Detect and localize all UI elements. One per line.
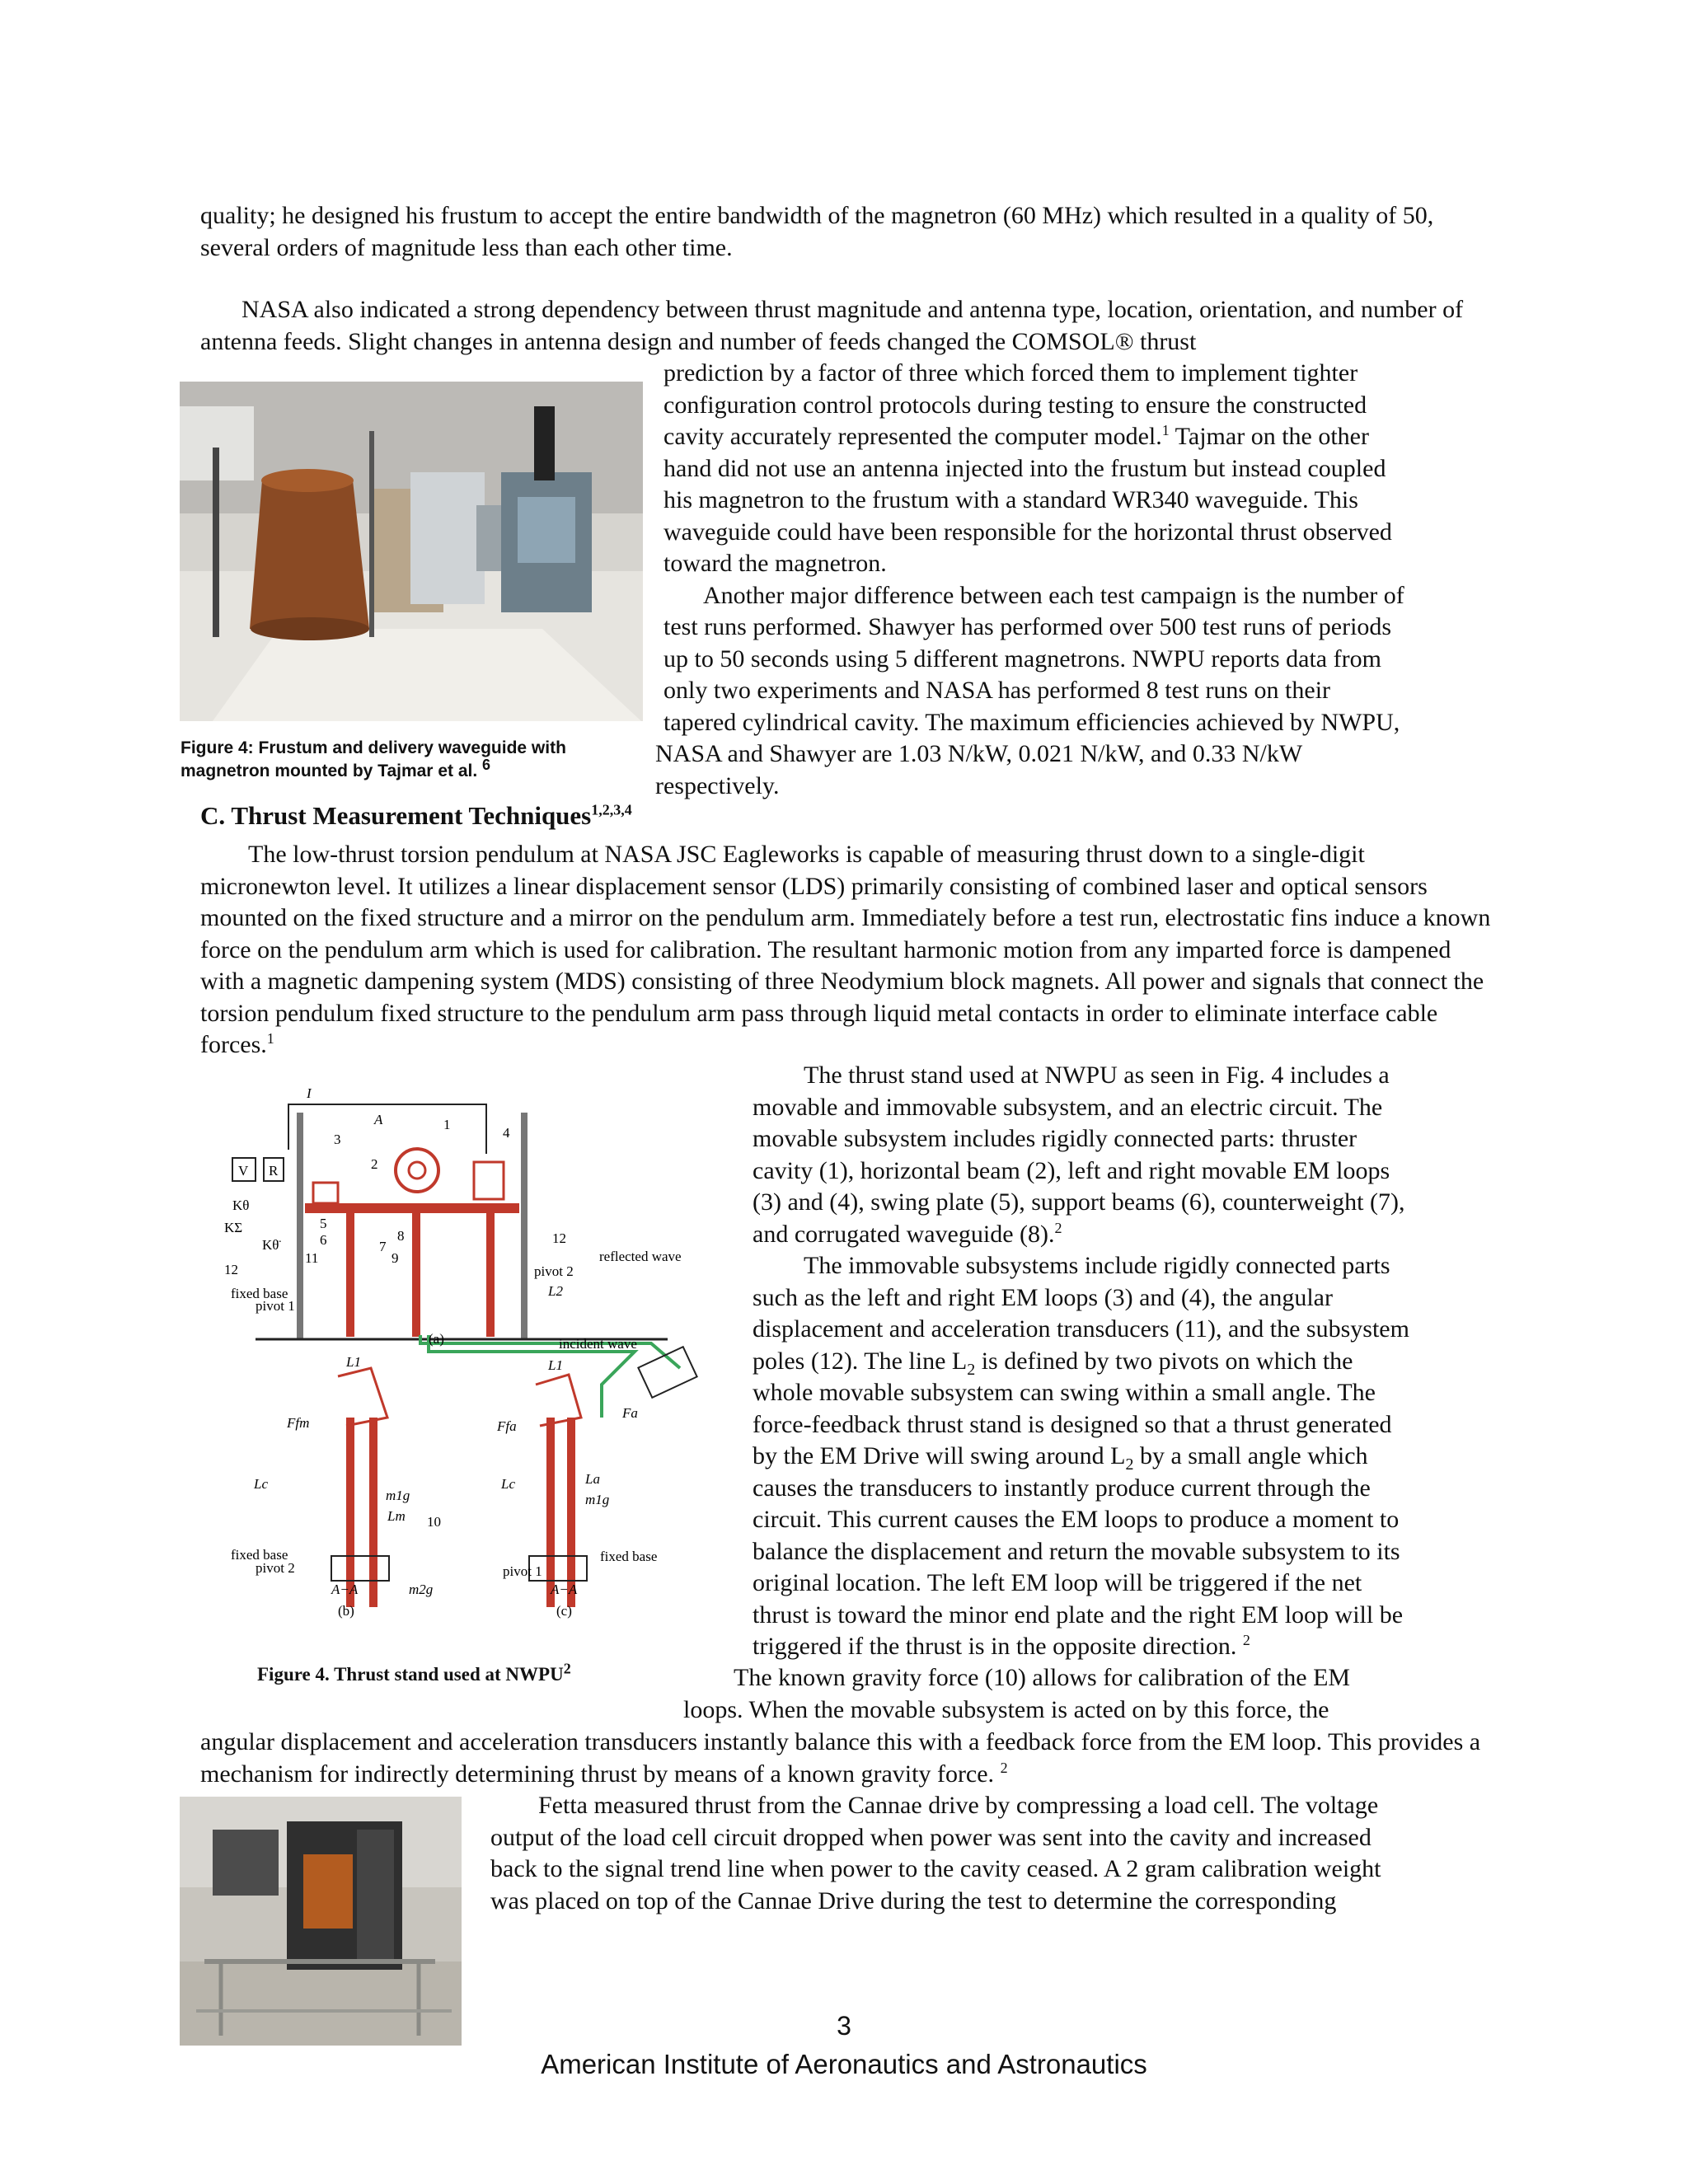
wrap1-line7: toward the magnetron. (663, 550, 887, 577)
label-i: I (307, 1085, 312, 1101)
thrust-stand-diagram (223, 1071, 717, 1636)
wrap1-line1: prediction by a factor of three which forced them to implement tighter (663, 359, 1358, 387)
wrap2-line19-text: triggered if the thrust is in the opposite direction. (753, 1633, 1237, 1660)
right-pole (521, 1113, 528, 1339)
wrap1-line3 (663, 421, 1496, 453)
label-fixed-base-a: fixed base (231, 1286, 288, 1301)
nasa-paragraph (200, 294, 1492, 358)
wrap1-line11: only two experiments and NASA has performed 8 test runs on their (663, 677, 1331, 704)
label-m1g-c: m1g (585, 1492, 610, 1507)
wrap2-line10-sub: 2 (967, 1360, 976, 1379)
wrap1-line5: his magnetron to the frustum with a standard WR340 waveguide. This (663, 486, 1358, 513)
frustum-photo (180, 382, 643, 721)
figure-b-caption-text: Figure 4. Thrust stand used at NWPU (257, 1664, 564, 1685)
section-heading-text: C. Thrust Measurement Techniques (200, 801, 592, 830)
label-lc-b: Lc (254, 1476, 268, 1492)
bottom-wrap-line3: back to the signal trend line when power to the cavity ceased. A 2 gram calibration weight (490, 1855, 1381, 1882)
label-10: 10 (427, 1514, 441, 1530)
wrap2-line19 (753, 1631, 1494, 1663)
label-k-theta: Kθ (232, 1197, 250, 1213)
label-fa: Fa (622, 1405, 638, 1421)
paragraph-nasa: NASA also indicated a strong dependency between thrust magnitude and antenna type, location, orientation, and number of antenna feeds. Slight changes in antenna design and number of feeds changed the COMSOL® thrust (200, 296, 1464, 355)
panel-c-beam-right (567, 1418, 575, 1607)
figure-b-caption-ref: 2 (563, 1660, 571, 1677)
footer-organization: American Institute of Aeronautics and Astronautics (541, 2049, 1147, 2079)
wrap2-line9: displacement and acceleration transducers (11), and the subsystem (753, 1315, 1409, 1343)
wrap1-line9: test runs performed. Shawyer has performed over 500 test runs of periods (663, 613, 1392, 640)
panel-b-base (331, 1556, 389, 1581)
panel-b-beam-left (346, 1418, 354, 1607)
top-paragraph (200, 200, 1486, 264)
circuit-wire (288, 1104, 486, 1154)
label-m2g: m2g (409, 1582, 434, 1597)
right-em-loop (474, 1162, 504, 1199)
label-ffa: Ffa (497, 1418, 517, 1434)
cannae-drive-photo (180, 1797, 462, 2046)
wrap2-line18: thrust is toward the minor end plate and the right EM loop will be (753, 1601, 1404, 1629)
wrap1-line4: hand did not use an antenna injected into the frustum but instead coupled (663, 454, 1386, 482)
wrap2-line6-ref: 2 (1054, 1219, 1062, 1236)
support-beam-left (346, 1213, 354, 1337)
label-5: 5 (320, 1216, 327, 1231)
label-v: V (238, 1163, 249, 1179)
waveguide-device (638, 1347, 696, 1398)
wrap1-line12: tapered cylindrical cavity. The maximum efficiencies achieved by NWPU, (663, 708, 1400, 736)
pendulum-paragraph-text: The low-thrust torsion pendulum at NASA JSC Eagleworks is capable of measuring thrust down to a single-digit micronewton level. It utilizes a linear displacement sensor (LDS) primarily consisting of combined laser and optical sensors mounted on the fixed structure and a mirror on the pendulum arm. Immediately before a test run, electrostatic fins induce a known force on the pendulum arm which is used for calibration. The resultant harmonic motion from any imparted force is dampened with a magnetic dampening system (MDS) consisting of three Neodymium block magnets. All power and signals that connect the torsion pendulum fixed structure to the pendulum arm pass through liquid metal contacts in order to eliminate interface cable forces. (200, 841, 1491, 1058)
wrap1-line6: waveguide could have been responsible for the horizontal thrust observed (663, 518, 1392, 546)
wrap2-line1: The thrust stand used at NWPU as seen in Fig. 4 includes a (804, 1062, 1390, 1089)
wrap2-line12: force-feedback thrust stand is designed so that a thrust generated (753, 1410, 1392, 1438)
frustum-photo-drawing (180, 382, 643, 721)
bottom-paragraph (200, 1727, 1486, 1790)
paragraph-quality: quality; he designed his frustum to accept the entire bandwidth of the magnetron (60 MHz) which resulted in a quality of 50, several orders of magnitude less than each other time. (200, 202, 1434, 261)
support-beam-center (412, 1213, 420, 1337)
bottom-wrap-line4: was placed on top of the Cannae Drive during the test to determine the corresponding (490, 1886, 1337, 1915)
label-ffm: Ffm (287, 1415, 310, 1431)
wrap2-line8: such as the left and right EM loops (3) and (4), the angular (753, 1283, 1333, 1311)
bottom-wrap-line2: output of the load cell circuit dropped when power was sent into the cavity and increased (490, 1823, 1372, 1851)
bottom-wrap-line1: Fetta measured thrust from the Cannae drive by compressing a load cell. The voltage (538, 1792, 1379, 1819)
figure-a-caption (181, 737, 642, 783)
wrap2-line5: (3) and (4), swing plate (5), support beams (6), counterweight (7), (753, 1188, 1405, 1216)
label-3: 3 (334, 1132, 341, 1147)
pendulum-paragraph-ref: 1 (266, 1030, 274, 1047)
panel-b-beam-right (369, 1418, 377, 1607)
wrap2-line11: whole movable subsystem can swing within a small angle. The (753, 1379, 1376, 1406)
wrap2-line6-text: and corrugated waveguide (8). (753, 1220, 1055, 1248)
wrap2-line13-sub: 2 (1125, 1455, 1134, 1474)
left-em-loop (313, 1183, 338, 1203)
wrap2-line21: loops. When the movable subsystem is acted on by this force, the (683, 1696, 1329, 1723)
label-9: 9 (392, 1250, 399, 1266)
section-heading-refs: 1,2,3,4 (591, 801, 632, 818)
horizontal-beam (305, 1203, 519, 1213)
left-pole (297, 1113, 303, 1339)
wrap2-line17: original location. The left EM loop will be triggered if the net (753, 1569, 1362, 1596)
thruster-cavity-inner (409, 1162, 425, 1179)
label-l1-b: L1 (346, 1354, 361, 1370)
wrap2-line7: The immovable subsystems include rigidly connected parts (804, 1252, 1390, 1279)
wrap2-line2: movable and immovable subsystem, and an electric circuit. The (753, 1093, 1383, 1121)
figure-a-caption-line2: magnetron mounted by Tajmar et al. (181, 762, 478, 780)
wrap1-line3-text: cavity accurately represented the computer model. (663, 423, 1162, 450)
figure-a-caption-line1: Figure 4: Frustum and delivery waveguide with (181, 738, 566, 757)
label-12-right: 12 (552, 1230, 566, 1246)
label-k-sigma: KΣ (224, 1220, 243, 1235)
label-11: 11 (305, 1250, 319, 1266)
wrap-text-2c (683, 1694, 1491, 1727)
wrap2-line13-a: by the EM Drive will swing around L (753, 1442, 1126, 1469)
figure-a-caption-ref: 6 (482, 757, 491, 773)
wrap1-line3-ref: 1 (1161, 422, 1170, 438)
bottom-paragraph-body: angular displacement and acceleration transducers instantly balance this with a feedback force from the EM loop. This provides a mechanism for indirectly determining thrust by means of a known gravity force. (200, 1728, 1481, 1788)
thruster-cavity (396, 1149, 438, 1192)
label-panel-b: (b) (338, 1603, 354, 1619)
wrap-text-1 (663, 358, 1496, 738)
wrap1-line2: configuration control protocols during testing to ensure the constructed (663, 391, 1367, 419)
label-a-top: A (374, 1112, 383, 1127)
label-k-theta-dd: Kθ̈ (262, 1237, 279, 1253)
label-6: 6 (320, 1232, 327, 1248)
thrust-stand-drawing (223, 1071, 717, 1636)
wrap2-line20: The known gravity force (10) allows for calibration of the EM (734, 1664, 1351, 1691)
label-reflected-wave: reflected wave (599, 1249, 682, 1264)
wrap2-line10 (753, 1346, 1494, 1378)
label-fixed-base-b: fixed base (231, 1547, 288, 1563)
panel-c-beam-left (546, 1418, 555, 1607)
label-lm: Lm (387, 1508, 406, 1524)
wrap-text-1b (655, 738, 1488, 802)
label-7: 7 (379, 1239, 387, 1254)
wrap2-line3: movable subsystem includes rigidly connected parts: thruster (753, 1125, 1357, 1152)
label-12-left: 12 (224, 1262, 238, 1277)
wrap2-line14: causes the transducers to instantly produce current through the (753, 1474, 1371, 1502)
label-r: R (269, 1163, 279, 1179)
label-panel-c: (c) (556, 1603, 572, 1619)
wrap2-line13 (753, 1441, 1494, 1473)
label-fixed-base-c: fixed base (600, 1549, 658, 1564)
wrap1-line14: respectively. (655, 771, 780, 799)
label-2: 2 (371, 1156, 378, 1172)
bottom-wrap-text (490, 1790, 1496, 1917)
wrap2-line10-a: poles (12). The line L (753, 1347, 968, 1375)
label-l2: L2 (548, 1283, 563, 1299)
bottom-paragraph-ref: 2 (1000, 1759, 1008, 1776)
label-4: 4 (503, 1125, 510, 1141)
wrap2-line13-b: by a small angle which (1133, 1442, 1368, 1469)
label-l1-c: L1 (548, 1357, 563, 1373)
label-pivot2-b: pivot 2 (256, 1560, 295, 1576)
wrap2-line10-b: is defined by two pivots on which the (975, 1347, 1353, 1375)
section-heading (200, 800, 632, 832)
wrap1-line3-tail: Tajmar on the other (1169, 423, 1369, 450)
wrap2-line19-ref: 2 (1242, 1632, 1250, 1648)
page-number: 3 (837, 2011, 851, 2041)
label-panel-a: (a) (429, 1331, 444, 1347)
section-paragraph (200, 839, 1494, 1062)
wrap2-line4: cavity (1), horizontal beam (2), left and right movable EM loops (753, 1156, 1390, 1184)
label-1: 1 (443, 1117, 451, 1132)
wrap1-line13: NASA and Shawyer are 1.03 N/kW, 0.021 N/kW, and 0.33 N/kW (655, 740, 1303, 767)
label-pivot2-a: pivot 2 (534, 1263, 574, 1279)
pendulum-paragraph (200, 839, 1494, 1062)
figure-b-caption (257, 1660, 571, 1685)
label-m1g-b: m1g (386, 1488, 410, 1503)
label-incident-wave: incident wave (559, 1336, 637, 1352)
label-aa-b: A−A (331, 1582, 359, 1597)
label-pivot1-c: pivot 1 (503, 1563, 542, 1579)
wrap-text-2b (734, 1662, 1492, 1694)
wrap1-line10: up to 50 seconds using 5 different magnetrons. NWPU reports data from (663, 644, 1381, 673)
label-la: La (585, 1471, 600, 1487)
label-pivot1-a: pivot 1 (256, 1298, 295, 1314)
wrap2-line6 (753, 1219, 1494, 1251)
support-beam-right (486, 1213, 495, 1337)
cannae-drive-photo-drawing (180, 1797, 462, 2046)
label-aa-c: A−A (551, 1582, 578, 1597)
panel-b-cavity (338, 1368, 387, 1426)
wrap1-line8: Another major difference between each test campaign is the number of (703, 581, 1404, 609)
bottom-paragraph-text (200, 1727, 1486, 1790)
label-8: 8 (397, 1228, 405, 1244)
wrap-text-2 (753, 1060, 1494, 1663)
wrap2-line16: balance the displacement and return the movable subsystem to its (753, 1537, 1400, 1565)
label-lc-c: Lc (501, 1476, 515, 1492)
wrap2-line15: circuit. This current causes the EM loops to produce a moment to (753, 1506, 1400, 1533)
